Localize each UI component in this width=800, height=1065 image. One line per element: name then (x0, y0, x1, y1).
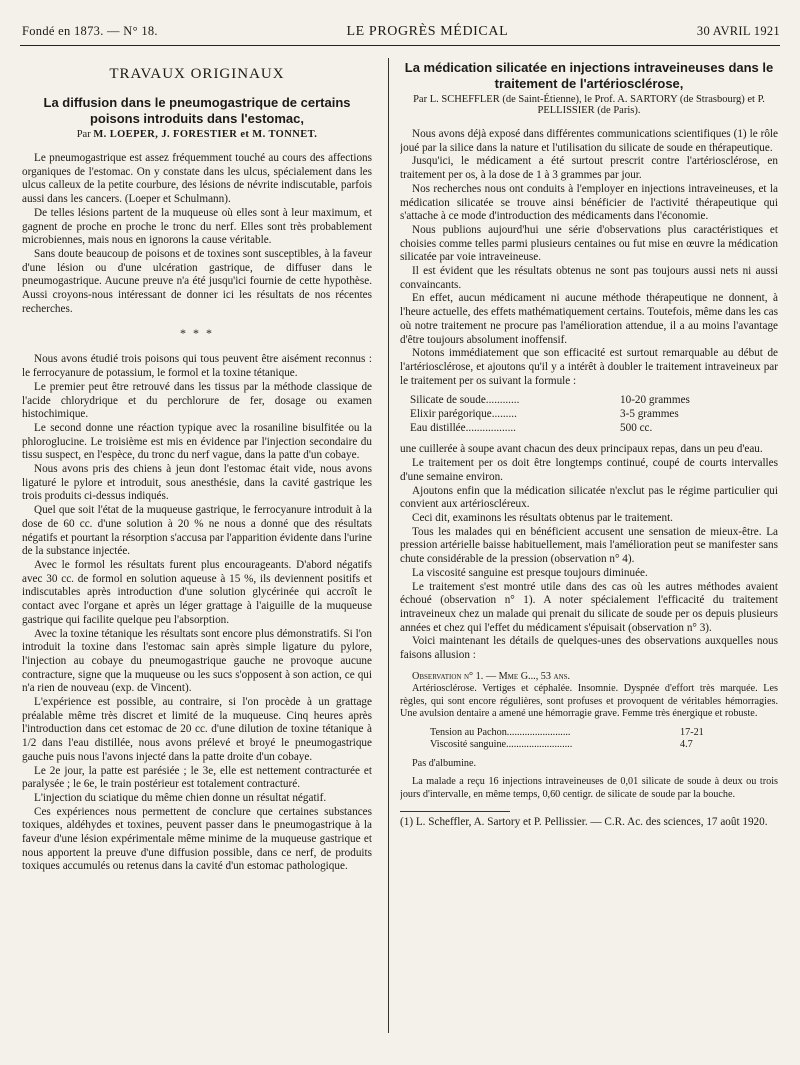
paragraph: L'expérience est possible, au contraire, si l'on procède à un grattage préalable même très discret et limité de la muqueuse. Cinq heures après l'introduction dans cet estomac de 20 cc. d'une dilution de toxine tétanique à 1/2 dans l'eau distillée, nous avons prélevé et broyé le pneumogastrique gauche puis nous l'avons injecté dans la patte droite d'un cobaye. (22, 696, 372, 763)
paragraph: Nos recherches nous ont conduits à l'employer en injections intraveineuses, et la médication silicatée se trouve ainsi bénéficier de l'activité thérapeutique qui s'attache à ce mode d'introduction des médicaments dans l'économie. (400, 182, 778, 223)
header-founded: Fondé en 1873. — N° 18. (22, 24, 158, 38)
paragraph: Jusqu'ici, le médicament a été surtout prescrit contre l'artériosclérose, en traitement per os, à la dose de 1 à 3 grammes par jour. (400, 155, 778, 182)
albumine-note: Pas d'albumine. (412, 757, 477, 769)
paragraph: Ceci dit, examinons les résultats obtenus par le traitement. (412, 511, 673, 524)
observation-treatment: La malade a reçu 16 injections intraveineuses de 0,01 silicate de soude à deux ou trois jours d'intervalle, en même temps, 0,60 centigr. de silicate de soude par la bouche. (400, 776, 778, 800)
prescription-formula: Silicate de soude............ 10-20 grammes Elixir parégorique......... 3-5 grammes Eau distillée.................. 500 cc. (410, 394, 690, 434)
left-column (22, 60, 372, 1050)
article-title-left: La diffusion dans le pneumogastrique de certains poisons introduits dans l'estomac, (43, 95, 351, 126)
issue-date: 30 AVRIL 1921 (696, 24, 780, 38)
observation-text: Artériosclérose. Vertiges et céphalée. Insomnie. Dyspnée d'effort très marquée. Les règles, qui sont encore régulières, sont profuses et provoquent de véritables hémorragies. Une avulsion dentaire a amené une hémorragie grave. Femme très énergique et robuste. (400, 683, 778, 720)
byline-left: Par M. LOEPER, J. FORESTIER et M. TONNET. (76, 129, 318, 140)
paragraph: Avec le formol les résultats furent plus encourageants. D'abord négatifs avec 30 cc. de formol en solution aqueuse à 15 %, ils deviennent positifs et indiscutables après introduction d'une solution glycérinée qui accroît le contact avec l'organe et après un léger grattage à l'aiguille de la muqueuse gastrique qui facilite quelque peu l'absorption. (22, 558, 372, 626)
paragraph: Sans doute beaucoup de poisons et de toxines sont susceptibles, à la faveur d'une lésion ou d'une ulcération gastrique, de diffuser dans le pneumogastrique. Aucune preuve n'a été jusqu'ici fournie de cette hypothèse. Aussi croyons-nous intéressant de donner ici les résultats de nos récentes recherches. (22, 247, 372, 315)
observation-heading: Observation n° 1. — Mme G..., 53 ans. (412, 670, 571, 682)
header-rule (20, 45, 780, 46)
paragraph: Le premier peut être retrouvé dans les tissus par la méthode classique de l'acide chlorydrique et du perchlorure de fer, dosage ou examen histochimique. (22, 380, 372, 421)
article-title-right: La médication silicatée en injections intraveineuses dans le traitement de l'artériosclérose, (404, 60, 774, 91)
paragraph: Quel que soit l'état de la muqueuse gastrique, le ferrocyanure introduit à la dose de 60 cc. d'une solution à 20 % ne nous a donné que des résultats négatifs et pourtant la résorption s'accusa par l'apparition évidente dans l'urine de la substance injectée. (22, 504, 372, 558)
paragraph: Le second donne une réaction typique avec la rosaniline bisulfitée ou la phloroglucine. Le troisième est mis en évidence par l'injection secondaire du tissu suspect, en l'espèce, du tronc du nerf vague, dans la patte d'un cobaye. (22, 421, 372, 462)
paragraph: L'injection du sciatique du même chien donne un résultat négatif. (34, 791, 327, 804)
paragraph: Le traitement s'est montré utile dans des cas où les autres méthodes avaient échoué (observation n° 1). A noter spécialement l'efficacité du traitement intraveineux chez un malade qui prenait du silicate de soude per os depuis plusieurs années et chez qui l'effet du médicament s'épuisait (observation n° 3). (400, 580, 778, 634)
running-header (22, 24, 780, 44)
section-title: TRAVAUX ORIGINAUX (109, 66, 285, 82)
paragraph: Nous publions aujourd'hui une série d'observations plus caractéristiques et choisies comme telles parmi plusieurs centaines ou fut mise en œuvre la médication silicatée par voie intraveineuse. (400, 223, 778, 264)
observation-block (400, 671, 778, 802)
section-asterism: * * * (180, 326, 214, 341)
paragraph: La viscosité sanguine est presque toujours diminuée. (412, 566, 648, 579)
paragraph: Le pneumogastrique est assez fréquemment touché au cours des affections organiques de l'estomac. On y constate dans les ulcus, spécialement dans les ulcus calleux de la petite courbure, des lésions de névrite indiscutable, parfois aussi dans les cancers. (Loeper et Schulmann). (22, 152, 372, 206)
paragraph: Nous avons déjà exposé dans différentes communications scientifiques (1) le rôle joué par la silice dans la nature et l'utilisation du silicate de soude en thérapeutique. (400, 128, 778, 154)
journal-name: LE PROGRÈS MÉDICAL (346, 24, 509, 39)
byline-right: Par L. SCHEFFLER (de Saint-Étienne), le Prof. A. SARTORY (de Strasbourg) et P. PELLISSIER (de Paris). (413, 94, 765, 116)
paragraph: Avec la toxine tétanique les résultats sont encore plus démonstratifs. Si l'on introduit la toxine dans l'estomac sain après simple ligature du pylore, l'injection au cobaye du pneumogastrique gauche ne provoque aucune contracture, signe que la muqueuse ou les sucs s'opposent à son action, ce qui n'a rien de nouveau (exp. de Vincent). (22, 627, 372, 695)
paragraph: En effet, aucun médicament ni aucune méthode thérapeutique ne donnent, à l'heure actuelle, des effets mathématiquement certains. Toutefois, même dans les cas où notre traitement ne procure pas l'amélioration attendue, il a au moins l'avantage d'être toujours absolument inoffensif. (400, 292, 778, 346)
paragraph: Le traitement per os doit être longtemps continué, coupé de courts intervalles d'une semaine environ. (400, 457, 778, 483)
paragraph: Ces expériences nous permettent de conclure que certaines substances toxiques, aldéhydes et toxines, peuvent passer dans le pneumogastrique à la faveur d'une lésion expérimentale même minime de la muqueuse gastrique et nous apportent la preuve d'une diffusion possible, dans ce nerf, de produits toxiques accumulés ou retenus dans la cavité d'un estomac pathologique. (22, 805, 372, 873)
paragraph: Tous les malades qui en bénéficient accusent une sensation de mieux-être. La pression artérielle baisse habituellement, mais l'amélioration peut se manifester sans chute considérable de la pression (observation n° 4). (400, 525, 778, 566)
paragraph: De telles lésions partent de la muqueuse où elles sont à leur maximum, et gagnent de proche en proche le tronc du nerf. Elles sont très probablement microbiennes, mais nous en ignorons la cause véritable. (22, 206, 372, 247)
paragraph: Nous avons étudié trois poisons qui tous peuvent être aisément reconnus : le ferrocyanure de potassium, le formol et la toxine tétanique. (22, 353, 372, 380)
paragraph: Ajoutons enfin que la médication silicatée n'exclut pas le régime particulier qui convient aux artérioscléreux. (400, 484, 778, 511)
paragraph: Il est évident que les résultats obtenus ne sont pas toujours aussi nets ni aussi convaincants. (400, 265, 778, 291)
paragraph: Voici maintenant les détails de quelques-unes des observations auxquelles nous faisons allusion : (400, 635, 778, 662)
column-divider (388, 58, 389, 1033)
observation-measures: Tension au Pachon......................... 17-21 Viscosité sanguine.......................... 4.7 (430, 726, 704, 751)
right-column (400, 60, 778, 1040)
paragraph: une cuillerée à soupe avant chacun des deux principaux repas, dans un peu d'eau. (400, 443, 763, 456)
paragraph: Notons immédiatement que son efficacité est surtout remarquable au début de l'artériosclérose, et ajoutons qu'il y a intérêt à doubler le traitement intraveineux par le traitement per os suivant la formule : (400, 347, 778, 387)
paragraph: Le 2e jour, la patte est parésiée ; le 3e, elle est nettement contracturée et paralysée ; le 6e, le train postérieur est totalement contracturé. (22, 764, 372, 791)
footnote: (1) L. Scheffler, A. Sartory et P. Pellissier. — C.R. Ac. des sciences, 17 août 1920. (400, 816, 768, 829)
paragraph: Nous avons pris des chiens à jeun dont l'estomac était vide, nous avons ligaturé le pylore et introduit, sous anesthésie, dans la cavité gastrique les trois produits ci-dessus indiqués. (22, 463, 372, 503)
footnote-rule (400, 811, 510, 812)
